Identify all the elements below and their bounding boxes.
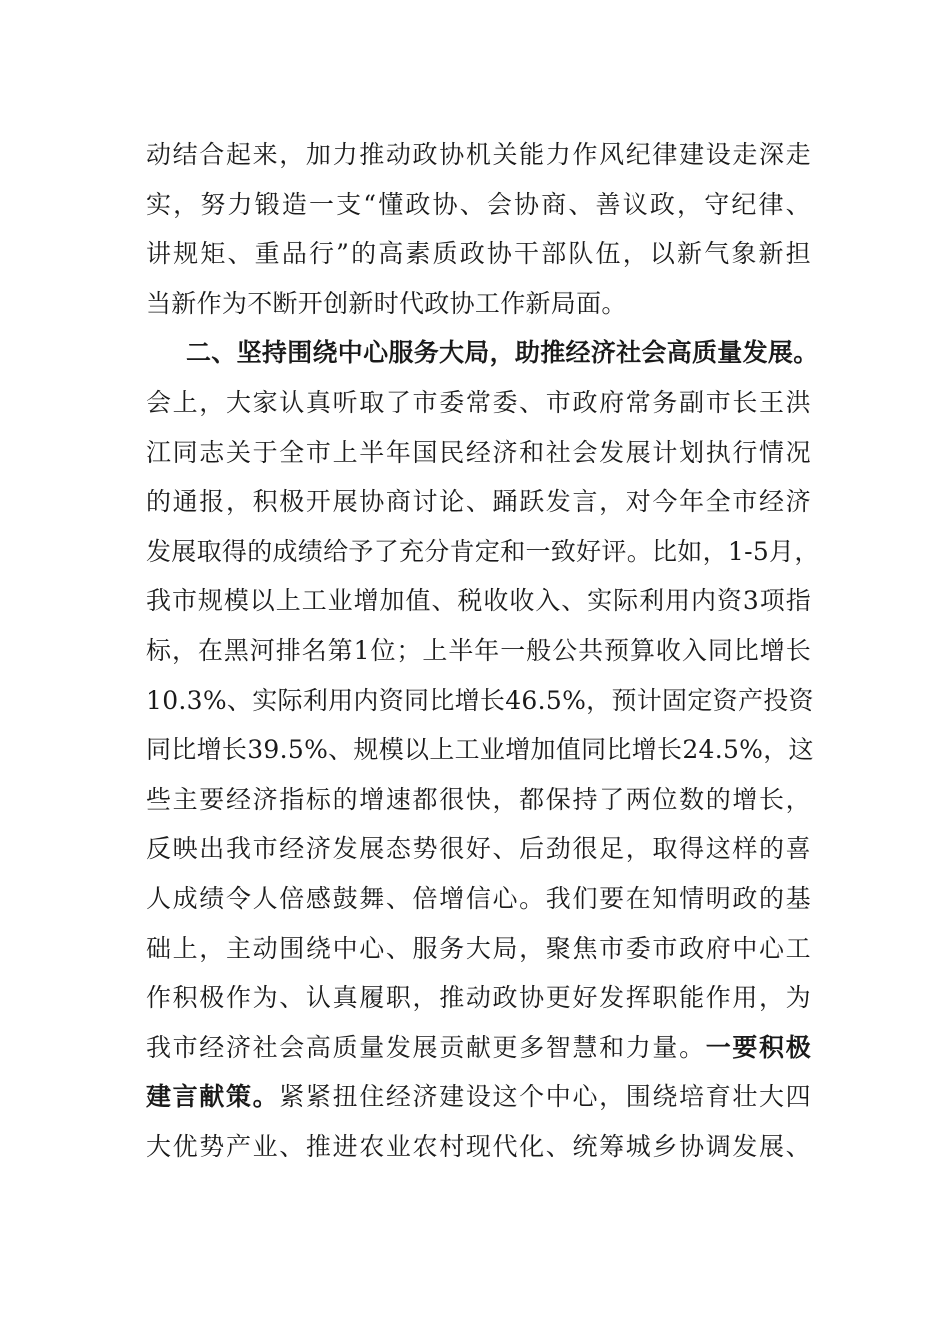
text-line — [146, 874, 811, 924]
text-line — [146, 1072, 811, 1122]
text-line — [146, 973, 811, 1023]
line-text: 些主要经济指标的增速都很快，都保持了两位数的增长， — [146, 784, 811, 814]
line-text: 人成绩令人倍感鼓舞、倍增信心。我们要在知情明政的基 — [146, 883, 811, 913]
line-text: 江同志关于全市上半年国民经济和社会发展计划执行情况 — [146, 437, 811, 467]
line-text: 会上，大家认真听取了市委常委、市政府常务副市长王洪 — [146, 387, 811, 417]
line-text: 紧紧扭住经济建设这个中心，围绕培育壮大四 — [279, 1082, 811, 1112]
line-text: 大优势产业、推进农业农村现代化、统筹城乡协调发展、 — [146, 1131, 811, 1161]
line-text: 同比增长39.5%、规模以上工业增加值同比增长24.5%，这 — [146, 735, 814, 765]
line-text: 础上，主动围绕中心、服务大局，聚焦市委市政府中心工 — [146, 933, 811, 963]
section-heading — [146, 328, 823, 378]
text-line — [146, 130, 811, 180]
line-text: 10.3%、实际利用内资同比增长46.5%，预计固定资产投资 — [146, 685, 814, 715]
text-line — [146, 676, 814, 726]
section-heading-text: 二、坚持围绕中心服务大局，助推经济社会高质量发展。 — [186, 338, 819, 368]
line-text: 动结合起来，加力推动政协机关能力作风纪律建设走深走 — [146, 140, 811, 169]
text-line — [146, 279, 811, 329]
bold-lead-text: 建言献策。 — [146, 1082, 280, 1112]
text-line — [146, 576, 811, 626]
text-line — [146, 924, 811, 974]
text-line — [146, 725, 814, 775]
line-text: 反映出我市经济发展态势很好、后劲很足，取得这样的喜 — [146, 834, 811, 864]
line-text: 我市规模以上工业增加值、税收收入、实际利用内资3项指 — [146, 586, 811, 616]
bold-lead-text: 一要积极 — [705, 1032, 811, 1062]
text-line — [146, 229, 811, 279]
text-line — [146, 824, 811, 874]
text-line — [146, 1122, 811, 1172]
line-text: 实，努力锻造一支“懂政协、会协商、善议政，守纪律、 — [146, 189, 811, 219]
line-text: 我市经济社会高质量发展贡献更多智慧和力量。 — [146, 1032, 706, 1062]
line-text: 讲规矩、重品行”的高素质政协干部队伍，以新气象新担 — [146, 239, 811, 269]
text-line — [146, 626, 811, 676]
text-line — [146, 775, 811, 825]
body-text — [146, 130, 820, 1171]
line-text: 作积极作为、认真履职，推动政协更好发挥职能作用，为 — [146, 983, 811, 1013]
text-line — [146, 1023, 811, 1073]
text-line — [146, 180, 811, 230]
line-text: 标，在黑河排名第1位；上半年一般公共预算收入同比增长 — [146, 635, 811, 665]
text-line — [146, 527, 820, 577]
text-line — [146, 428, 811, 478]
line-text: 发展取得的成绩给予了充分肯定和一致好评。比如，1-5月， — [146, 536, 820, 566]
line-text: 的通报，积极开展协商讨论、踊跃发言，对今年全市经济 — [146, 487, 811, 517]
text-line — [146, 378, 811, 428]
line-text: 当新作为不断开创新时代政协工作新局面。 — [146, 288, 627, 318]
text-line — [146, 477, 811, 527]
